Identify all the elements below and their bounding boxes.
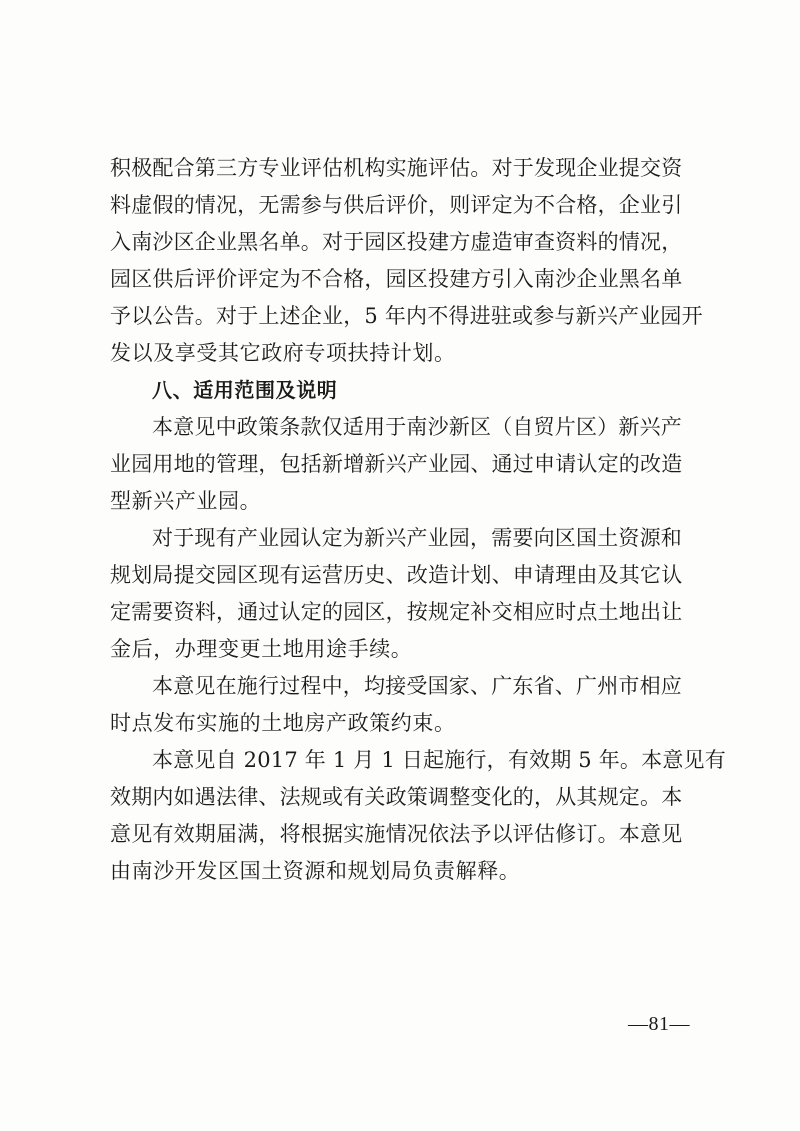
- text-line: 时点发布实施的土地房产政策约束。: [110, 711, 456, 735]
- document-body: [110, 150, 726, 890]
- paragraph-first-line: 本意见自 2017 年 1 月 1 日起施行，有效期 5 年。本意见有: [152, 748, 726, 772]
- text-line: 料虚假的情况，无需参与供后评价，则评定为不合格，企业引: [110, 193, 683, 217]
- text-line: 定需要资料，通过认定的园区，按规定补交相应时点土地出让: [110, 600, 683, 624]
- paragraph-first-line: 对于现有产业园认定为新兴产业园，需要向区国土资源和: [152, 526, 682, 550]
- text-line: 入南沙区企业黑名单。对于园区投建方虚造审查资料的情况，: [110, 230, 683, 254]
- text-line: 由南沙开发区国土资源和规划局负责解释。: [110, 859, 521, 883]
- text-line: 意见有效期届满，将根据实施情况依法予以评估修订。本意见: [110, 822, 683, 846]
- text-line: 园区供后评价评定为不合格，园区投建方引入南沙企业黑名单: [110, 267, 683, 291]
- text-line: 积极配合第三方专业评估机构实施评估。对于发现企业提交资: [110, 156, 683, 180]
- text-line: 金后，办理变更土地用途手续。: [110, 637, 413, 661]
- section-heading: 八、适用范围及说明: [152, 378, 338, 402]
- text-line: 予以公告。对于上述企业，5 年内不得进驻或参与新兴产业园开: [110, 304, 703, 328]
- text-line: 型新兴产业园。: [110, 489, 262, 513]
- text-line: 规划局提交园区现有运营历史、改造计划、申请理由及其它认: [110, 563, 683, 587]
- text-line: 发以及享受其它政府专项扶持计划。: [110, 341, 456, 365]
- text-line: 业园用地的管理，包括新增新兴产业园、通过申请认定的改造: [110, 452, 683, 476]
- paragraph-first-line: 本意见在施行过程中，均接受国家、广东省、广州市相应: [152, 674, 682, 698]
- paragraph-first-line: 本意见中政策条款仅适用于南沙新区（自贸片区）新兴产: [152, 415, 682, 439]
- text-line: 效期内如遇法律、法规或有关政策调整变化的，从其规定。本: [110, 785, 683, 809]
- page-number: —81—: [628, 1013, 690, 1035]
